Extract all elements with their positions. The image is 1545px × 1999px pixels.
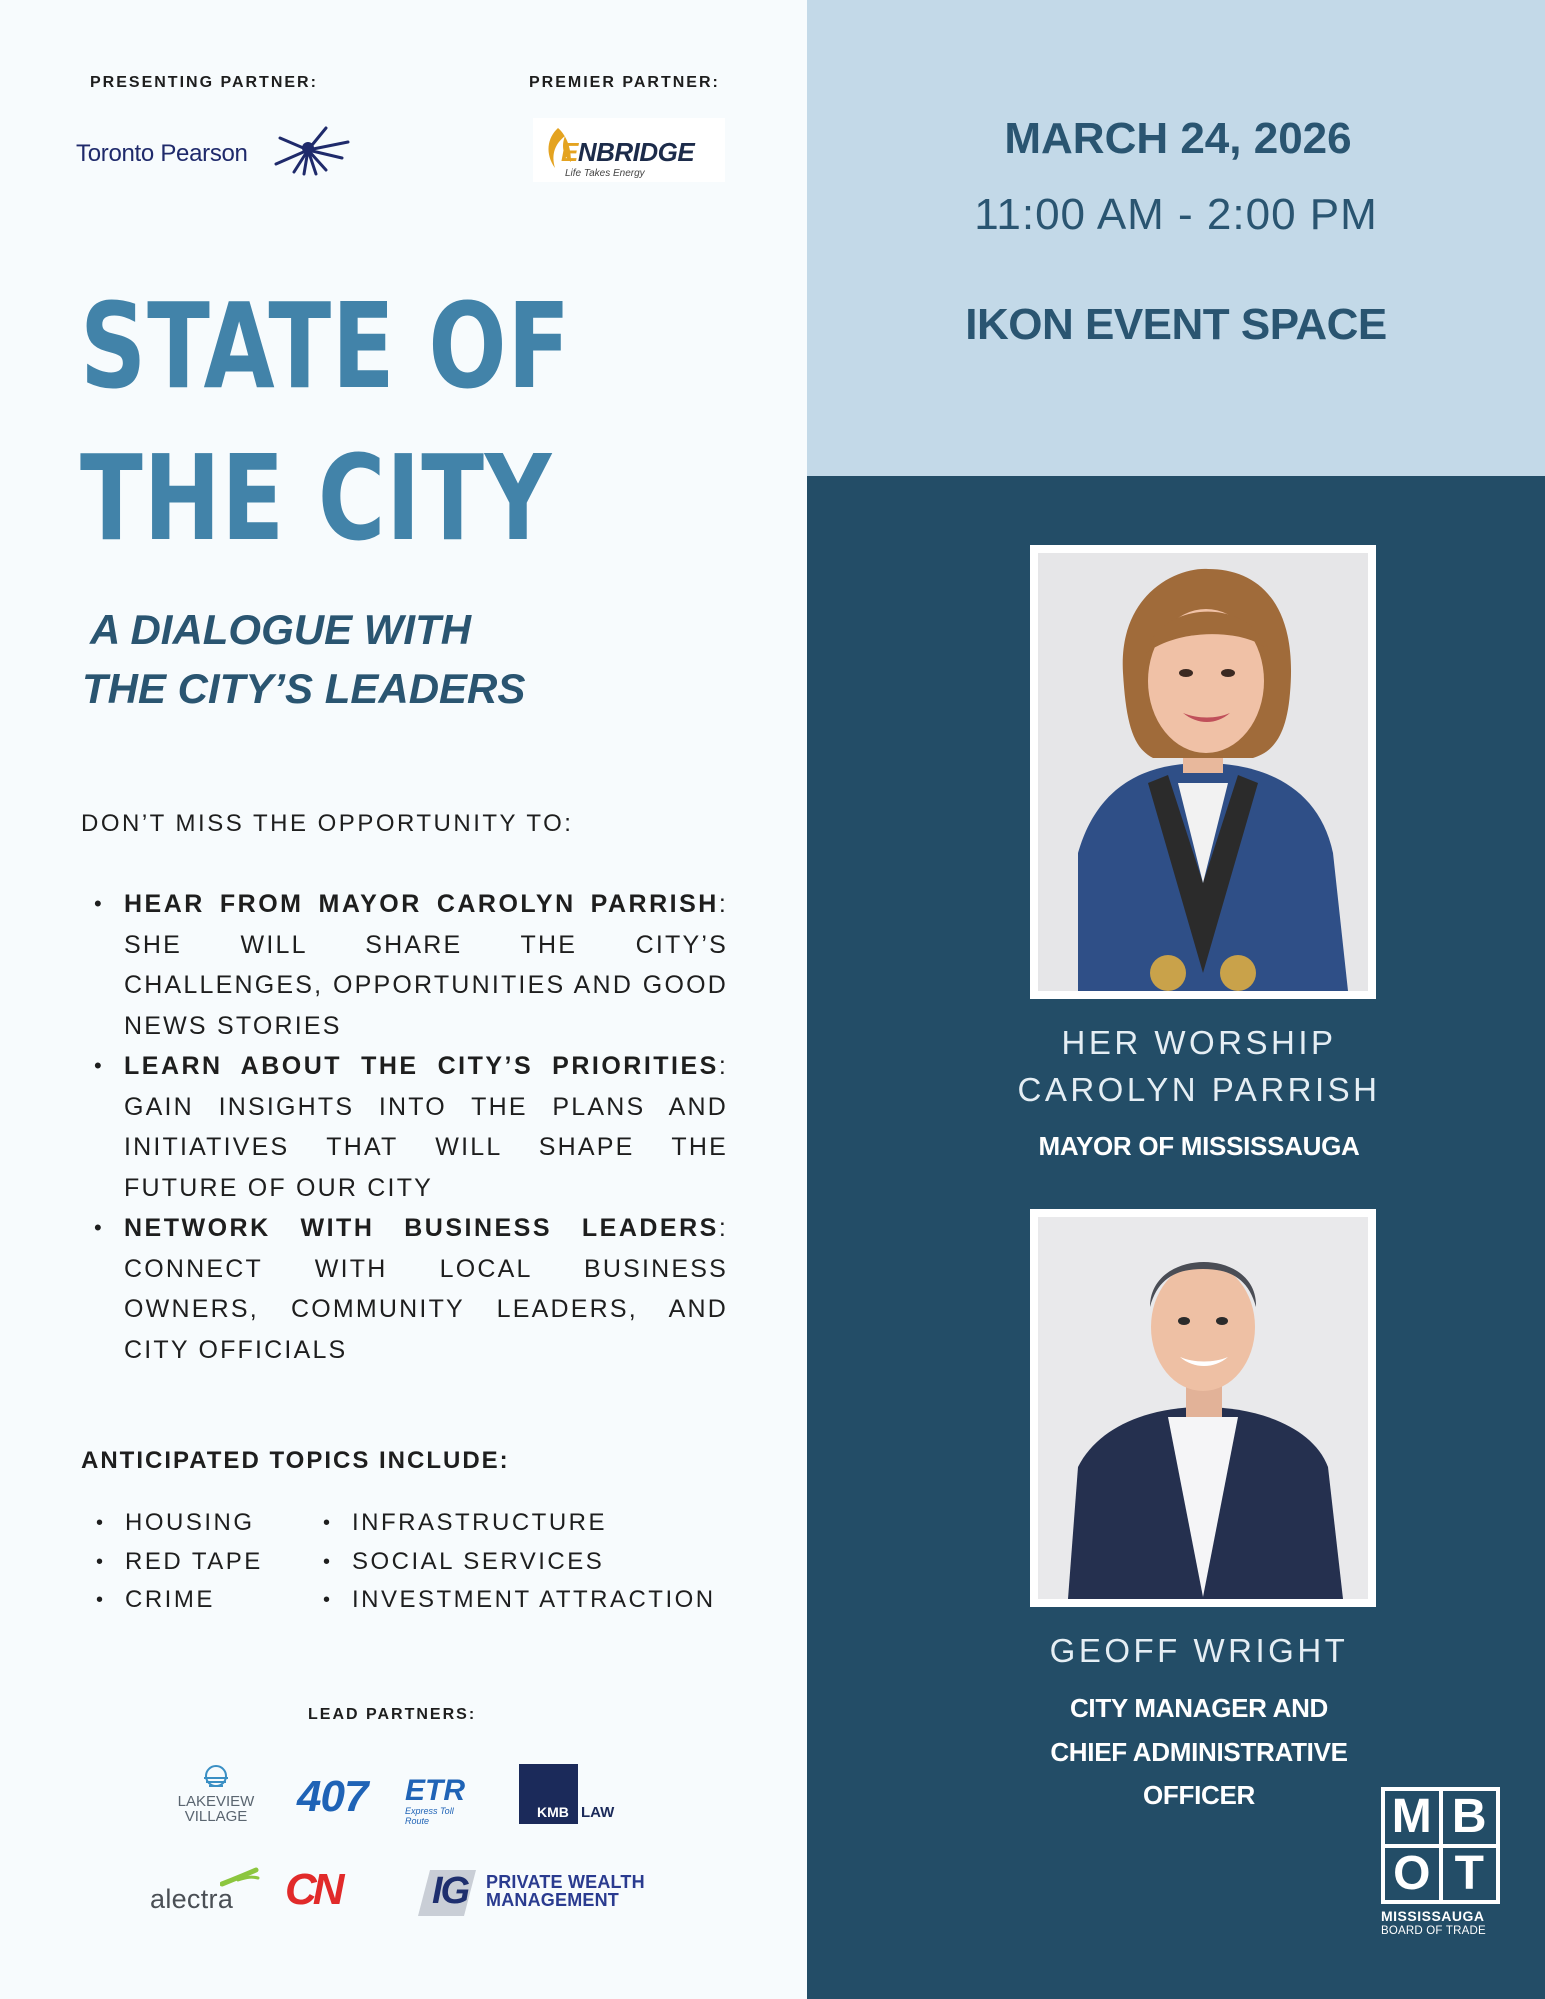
city-manager-portrait-image [1038,1217,1368,1599]
opportunity-list [88,884,728,1370]
speaker2-name: GEOFF WRIGHT [1049,1632,1349,1669]
speaker2-role-line2: CHIEF ADMINISTRATIVE [1050,1737,1348,1767]
ig-text-line2: MANAGEMENT [486,1890,619,1910]
event-subtitle-line2: THE CITY’S LEADERS [82,665,526,712]
event-title-line1: STATE OF [80,277,572,415]
event-title-line2: THE CITY [80,429,553,567]
enbridge-wordmark: ENBRIDGE [561,137,695,167]
mbot-letter-grid [1381,1787,1500,1904]
lead-partners-label: LEAD PARTNERS: [308,1706,477,1723]
enbridge-logo [533,118,725,182]
mayor-portrait-image [1038,553,1368,991]
opportunity-item-title: HEAR FROM MAYOR CAROLYN PARRISH [124,890,719,918]
407-etr-logo [297,1772,475,1826]
opportunity-item-title: NETWORK WITH BUSINESS LEADERS [124,1214,719,1242]
opportunity-item: • HEAR FROM MAYOR CAROLYN PARRISH: SHE WILL SHARE THE CITY’S CHALLENGES, OPPORTUNITIES AND GOOD NEWS STORIES [88,884,728,1046]
opportunity-item-text: CONNECT WITH LOCAL BUSINESS OWNERS, COMMUNITY LEADERS, AND CITY OFFICIALS [124,1254,728,1364]
lakeview-village-logo [172,1764,260,1828]
kmb-law-text: LAW [581,1804,615,1821]
toronto-pearson-wordmark: Toronto Pearson [76,140,248,167]
mbot-letter: M [1385,1791,1439,1844]
event-title [80,270,571,574]
opportunity-item-title: LEARN ABOUT THE CITY’S PRIORITIES [124,1052,719,1080]
ig-text [486,1873,645,1909]
etr-wordmark: ETR [405,1774,465,1807]
mbot-letter: O [1385,1848,1439,1901]
lakeview-line1: LAKEVIEW [177,1793,255,1810]
topics-heading: ANTICIPATED TOPICS INCLUDE: [81,1447,510,1474]
opportunity-item-text: SHE WILL SHARE THE CITY’S CHALLENGES, OPPORTUNITIES AND GOOD NEWS STORIES [124,930,728,1040]
kmb-wordmark: KMB [537,1804,569,1820]
cn-logo [285,1865,385,1914]
opportunity-item-text: GAIN INSIGHTS INTO THE PLANS AND INITIATIVES THAT WILL SHAPE THE FUTURE OF OUR CITY [124,1092,728,1202]
kmb-law-logo [519,1764,621,1826]
enbridge-tagline: Life Takes Energy [565,168,645,179]
topic-item: • HOUSING [96,1504,263,1543]
topic-item: • INFRASTRUCTURE [323,1504,716,1543]
mbot-letter: T [1443,1848,1497,1901]
lakeview-sun-icon [200,1764,232,1792]
mayor-photo [1030,545,1376,999]
mbot-name-line2: BOARD OF TRADE [1381,1925,1486,1937]
speaker1-name-line2: CAROLYN PARRISH [1017,1071,1381,1108]
topic-item: • INVESTMENT ATTRACTION [323,1581,716,1620]
speaker1-role: MAYOR OF MISSISSAUGA [1038,1131,1360,1161]
alectra-wordmark: alectra [150,1884,234,1914]
event-subtitle [82,600,525,718]
opportunity-heading: DON’T MISS THE OPPORTUNITY TO: [81,810,574,837]
premier-partner-label: PREMIER PARTNER: [529,74,720,91]
presenting-partner-label: PRESENTING PARTNER: [90,74,318,91]
event-date: MARCH 24, 2026 [1004,114,1352,163]
mbot-name-line1: MISSISSAUGA [1381,1908,1485,1924]
speaker1-name-line1: HER WORSHIP [1061,1024,1337,1061]
opportunity-item: • NETWORK WITH BUSINESS LEADERS: CONNECT WITH LOCAL BUSINESS OWNERS, COMMUNITY LEADERS, AND CITY OFFICIALS [88,1208,728,1370]
opportunity-item: • LEARN ABOUT THE CITY’S PRIORITIES: GAIN INSIGHTS INTO THE PLANS AND INITIATIVES THAT WILL SHAPE THE FUTURE OF OUR CITY [88,1046,728,1208]
topic-item: • CRIME [96,1581,263,1620]
speaker2-role-line1: CITY MANAGER AND [1069,1693,1329,1723]
topic-item: • SOCIAL SERVICES [323,1543,716,1582]
topics-list-2 [323,1504,716,1620]
kmb-box [519,1764,578,1824]
mbot-letter: B [1443,1791,1497,1844]
topic-item: • RED TAPE [96,1543,263,1582]
407-number: 407 [297,1772,368,1821]
city-manager-photo [1030,1209,1376,1607]
lakeview-line2: VILLAGE [184,1808,248,1825]
speaker2-role-line3: OFFICER [1142,1780,1255,1810]
event-subtitle-line1: A DIALOGUE WITH [90,606,472,653]
toronto-pearson-logo [76,124,351,184]
mbot-logo [1381,1787,1500,1942]
etr-subtitle: Express Toll Route [405,1806,454,1826]
ig-wordmark: IG [432,1870,469,1912]
cn-wordmark: CN [285,1865,341,1914]
topics-list-1 [96,1504,263,1620]
event-time: 11:00 AM - 2:00 PM [974,190,1378,239]
event-venue: IKON EVENT SPACE [965,300,1387,349]
alectra-logo [150,1866,250,1916]
ig-text-line1: PRIVATE WEALTH [486,1872,645,1892]
ig-private-wealth-logo [418,1868,648,1918]
pearson-star-icon [264,124,352,176]
